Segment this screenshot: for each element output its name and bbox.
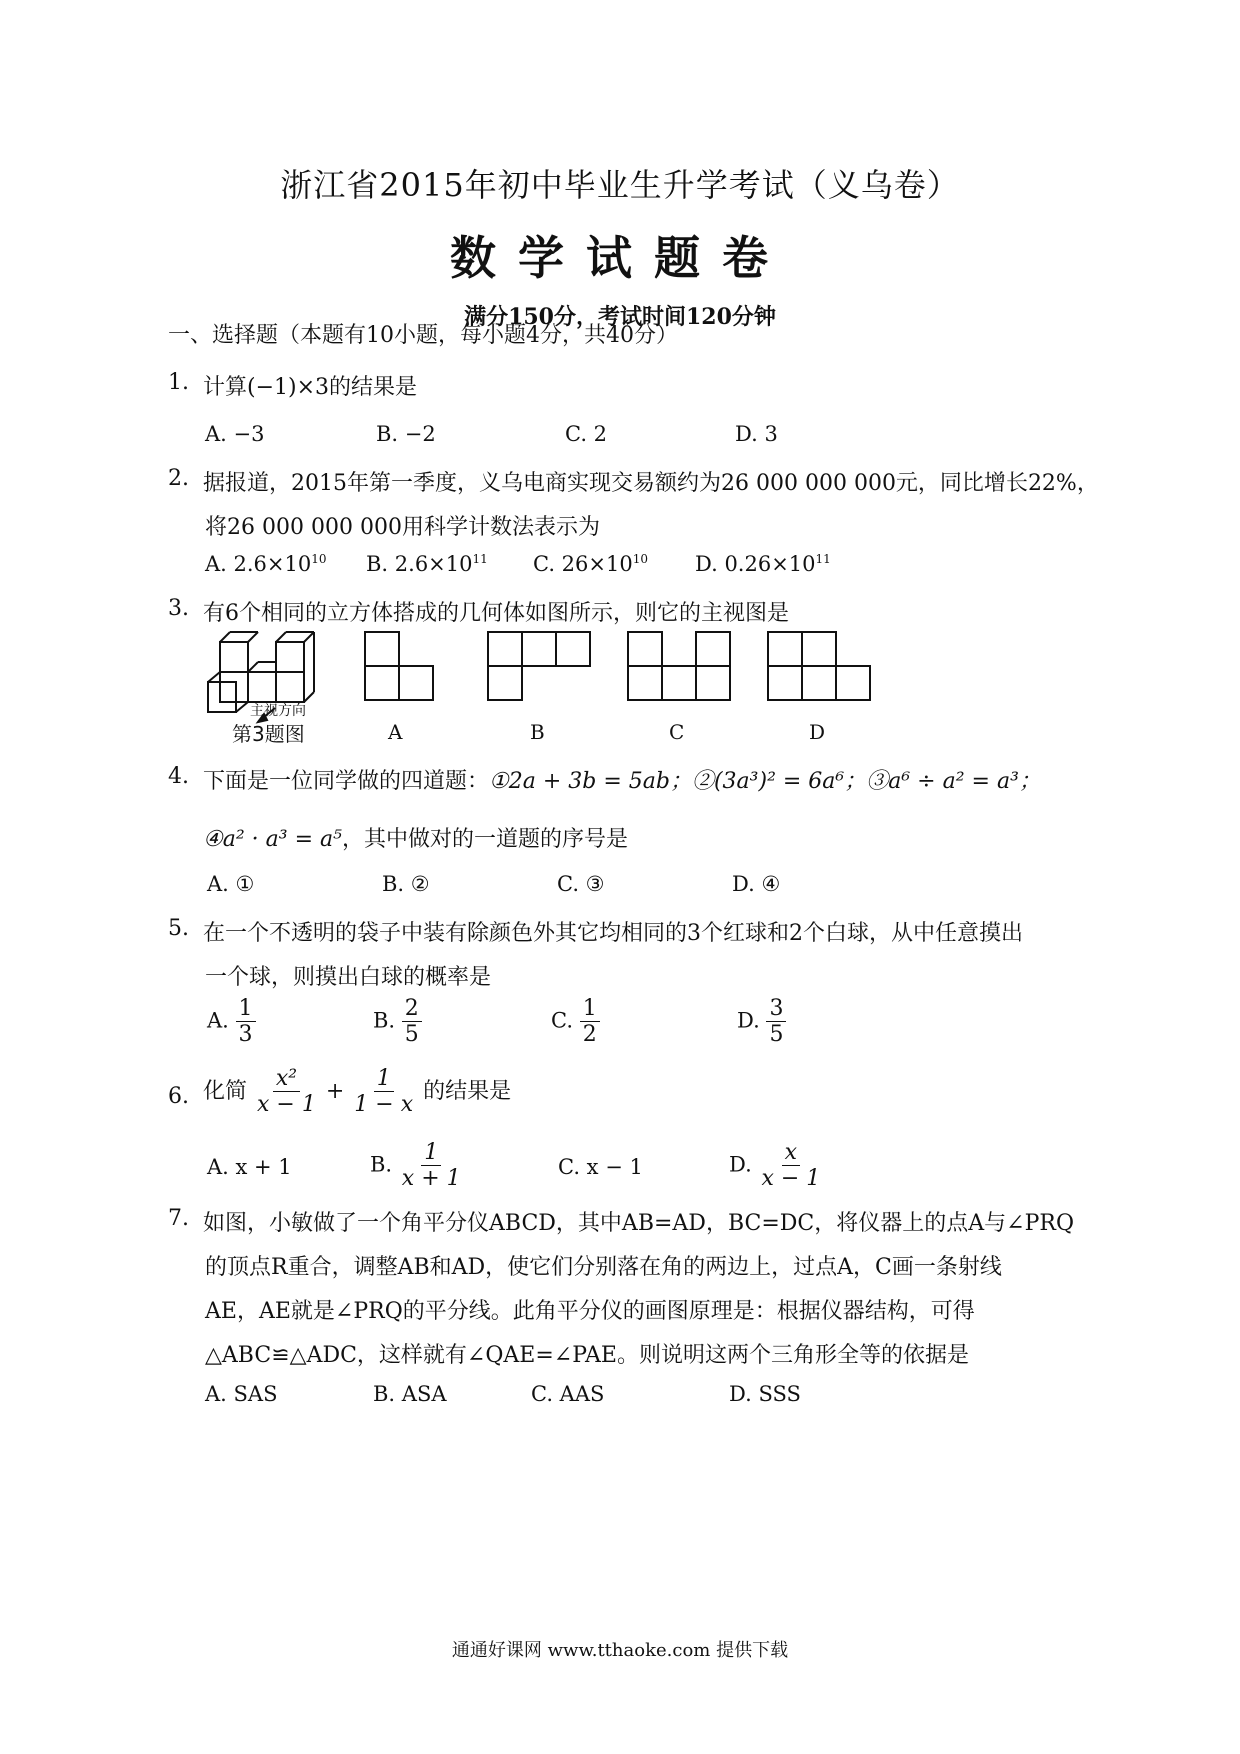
q5-line2: 一个球，则摸出白球的概率是 bbox=[205, 965, 492, 990]
q2-option-a: A. $2.6\times 10^{10}$ bbox=[205, 552, 327, 576]
q4-option-b: B. ② bbox=[382, 872, 430, 896]
q3-direction-label: 主视方向 bbox=[250, 703, 306, 719]
q5-option-b: B. $\frac{2}{5}$ bbox=[373, 996, 422, 1048]
q2-option-b: B. $2.6\times 10^{11}$ bbox=[366, 552, 488, 576]
q4-eq1: ①2a + 3b = 5ab； bbox=[489, 769, 692, 794]
q6-fraction-1: $\frac{\text{x²}}{x - 1}$ bbox=[257, 1066, 316, 1118]
q5-line1: 在一个不透明的袋子中装有除颜色外其它均相同的3个红球和2个白球，从中任意摸出 bbox=[203, 921, 1023, 946]
q7-line3: AE，AE就是∠PRQ的平分线。此角平分仪的画图原理是：根据仪器结构，可得 bbox=[205, 1299, 975, 1324]
q1-option-c: C. 2 bbox=[565, 422, 608, 446]
q6-suffix: 的结果是 bbox=[423, 1078, 512, 1104]
q4-option-a: A. ① bbox=[207, 872, 255, 896]
q3-text: 有6个相同的立方体搭成的几何体如图所示，则它的主视图是 bbox=[203, 601, 789, 626]
q1-text: 计算(−1)×3的结果是 bbox=[203, 375, 418, 400]
q1-option-b: B. −2 bbox=[376, 422, 436, 446]
exam-subtitle: 数学试题卷 bbox=[450, 231, 790, 285]
q4-line1 bbox=[203, 764, 1041, 795]
q6-fraction-2: $\frac{1}{1 - x}$ bbox=[354, 1066, 414, 1118]
q5-option-a: A. $\frac{1}{3}$ bbox=[207, 996, 256, 1048]
q4-question: ，其中做对的一道题的序号是 bbox=[341, 827, 628, 852]
page-footer: 通通好课网 www.tthaoke.com 提供下载 bbox=[451, 1640, 789, 1661]
q4-line2 bbox=[203, 822, 628, 853]
q5-number: 5. bbox=[168, 916, 189, 941]
exam-info: 满分150分，考试时间120分钟 bbox=[464, 304, 776, 330]
q4-number: 4. bbox=[168, 764, 189, 789]
q7-line2: 的顶点R重合，调整AB和AD，使它们分别落在角的两边上，过点A，C画一条射线 bbox=[205, 1255, 1002, 1280]
q6-option-d: D. $\frac{x}{x - 1}$ bbox=[729, 1140, 821, 1192]
q4-eq2: ②(3a³)² = 6a⁶； bbox=[691, 769, 867, 794]
q3-number: 3. bbox=[168, 596, 189, 621]
q5-option-c: C. $\frac{1}{2}$ bbox=[551, 996, 600, 1048]
q2-line1: 据报道，2015年第一季度，义乌电商实现交易额约为26 000 000 000元，同比增长22%， bbox=[203, 471, 1099, 496]
q3-option-b-label: B bbox=[530, 720, 545, 744]
q7-line1: 如图，小敏做了一个角平分仪ABCD，其中AB=AD，BC=DC，将仪器上的点A与∠PRQ bbox=[203, 1211, 1074, 1236]
q7-option-a: A. SAS bbox=[205, 1382, 278, 1406]
q3-option-d-label: D bbox=[809, 720, 826, 744]
section-heading: 一、选择题（本题有10小题，每小题4分，共40分） bbox=[168, 323, 678, 348]
q2-option-d: D. $0.26\times 10^{11}$ bbox=[695, 552, 831, 576]
q4-eq3: ③a⁶ ÷ a² = a³； bbox=[866, 769, 1041, 794]
q6-option-b: B. $\frac{1}{x + 1}$ bbox=[370, 1140, 461, 1192]
q3-option-b-figure bbox=[484, 630, 596, 705]
q4-option-d: D. ④ bbox=[732, 872, 781, 896]
q2-line2: 将26 000 000 000用科学计数法表示为 bbox=[205, 515, 600, 540]
q3-option-c-label: C bbox=[669, 720, 685, 744]
q7-number: 7. bbox=[168, 1206, 189, 1231]
q7-option-c: C. AAS bbox=[531, 1382, 605, 1406]
q3-option-a-figure bbox=[360, 630, 440, 705]
q7-option-d: D. SSS bbox=[729, 1382, 801, 1406]
q3-option-c-figure bbox=[624, 630, 736, 705]
q4-option-c: C. ③ bbox=[557, 872, 605, 896]
q4-eq4: ④a² · a³ = a⁵ bbox=[203, 827, 342, 852]
q1-option-d: D. 3 bbox=[735, 422, 778, 446]
q3-figure-caption: 第3题图 bbox=[232, 722, 305, 746]
q5-option-d: D. $\frac{3}{5}$ bbox=[737, 996, 786, 1048]
q4-intro: 下面是一位同学做的四道题： bbox=[203, 769, 490, 794]
q2-option-c: C. $26\times 10^{10}$ bbox=[533, 552, 648, 576]
exam-title: 浙江省2015年初中毕业生升学考试（义乌卷） bbox=[280, 166, 960, 204]
q6-plus: + bbox=[325, 1078, 345, 1104]
q7-option-b: B. ASA bbox=[373, 1382, 447, 1406]
q6-option-c: C. x − 1 bbox=[558, 1155, 643, 1179]
q6-line bbox=[203, 1066, 511, 1118]
q1-number: 1. bbox=[168, 370, 189, 395]
q1-option-a: A. −3 bbox=[205, 422, 265, 446]
q3-option-a-label: A bbox=[388, 720, 403, 744]
q2-number: 2. bbox=[168, 466, 189, 491]
q3-option-d-figure bbox=[764, 630, 876, 705]
q6-number: 6. bbox=[168, 1084, 189, 1109]
q6-option-a: A. x + 1 bbox=[207, 1155, 292, 1179]
q7-line4: △ABC≌△ADC，这样就有∠QAE=∠PAE。则说明这两个三角形全等的依据是 bbox=[205, 1343, 969, 1368]
q6-prefix: 化简 bbox=[203, 1078, 248, 1104]
